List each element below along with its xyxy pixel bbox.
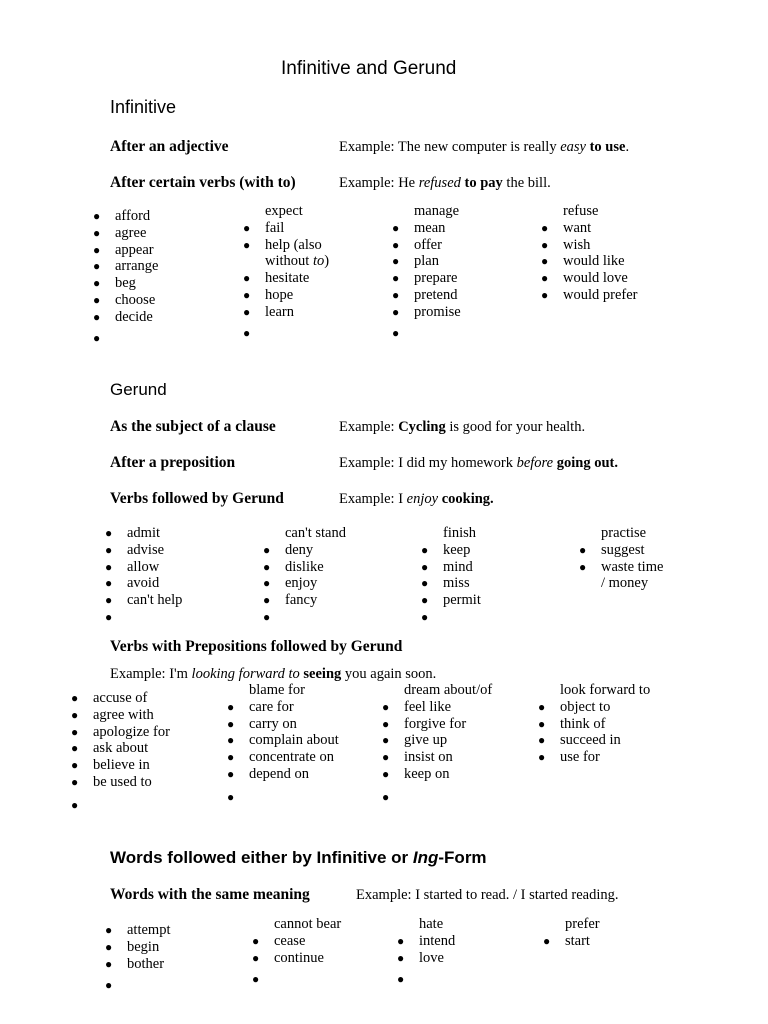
list-item: ● beg (93, 275, 136, 292)
list-item: ● admit (105, 525, 161, 541)
list-item: ● object to (538, 698, 611, 715)
list-item: ● continue (252, 949, 324, 966)
list-item-top: blame for (249, 682, 305, 698)
either-heading: Words followed either by Infinitive or Ing-Form (110, 848, 487, 867)
list-item: ● promise (392, 303, 461, 320)
list-item: ● agree with (71, 706, 154, 723)
list-item: ● feel like (382, 698, 452, 715)
either-rule-same-meaning: Words with the same meaning (110, 886, 310, 903)
list-item: ● hesitate (243, 270, 310, 287)
page-title: Infinitive and Gerund (281, 58, 457, 79)
infinitive-heading: Infinitive (110, 97, 177, 117)
list-item: ● decide (93, 308, 153, 325)
list-item: ● (263, 609, 271, 624)
prepositions-verb-list-4 (538, 682, 651, 766)
infinitive-verb-list-2 (243, 203, 330, 341)
infinitive-example-adjective: Example: The new computer is really easy to use. (339, 139, 630, 155)
list-item: ● enjoy (263, 575, 318, 592)
list-item: ● accuse of (71, 690, 148, 706)
list-item: ● give up (382, 732, 448, 749)
list-item: ● (227, 789, 235, 804)
list-item: ● advise (105, 541, 165, 558)
list-item: ● love (397, 949, 444, 966)
list-item: ● (382, 789, 390, 804)
list-item: ● carry on (227, 715, 297, 732)
gerund-rule-verbs: Verbs followed by Gerund (110, 490, 284, 507)
list-item: ● plan (392, 253, 439, 270)
list-item: ● ask about (71, 740, 149, 757)
list-item: ● (243, 325, 251, 340)
list-item: ● succeed in (538, 732, 621, 749)
list-item: ● agree (93, 224, 147, 241)
list-item: ● learn (243, 303, 294, 320)
list-item: ● attempt (105, 922, 171, 938)
gerund-verb-list-3 (421, 525, 481, 626)
list-item: ● think of (538, 715, 606, 732)
list-item: ● believe in (71, 757, 150, 774)
infinitive-verb-list-1 (93, 208, 159, 346)
list-item-continued: / money (601, 575, 649, 592)
gerund-rule-preposition: After a preposition (110, 454, 236, 471)
list-item-top: can't stand (285, 525, 346, 541)
either-verb-list-2 (252, 916, 342, 988)
either-verb-list-1 (105, 922, 171, 994)
list-item: ● want (541, 219, 592, 236)
list-item: ● would like (541, 253, 625, 270)
list-item: ● can't help (105, 592, 183, 609)
gerund-example-preposition: Example: I did my homework before going out. (339, 455, 618, 471)
list-item: ● offer (392, 236, 442, 253)
list-item: ● keep on (382, 765, 450, 782)
prepositions-example: Example: I'm looking forward to seeing you again soon. (110, 666, 437, 682)
list-item-top: practise (601, 525, 647, 541)
list-item: ● afford (93, 208, 151, 224)
gerund-heading: Gerund (110, 380, 167, 399)
list-item: ● dislike (263, 558, 324, 575)
list-item-top: dream about/of (404, 682, 493, 698)
gerund-verb-list-2 (263, 525, 346, 626)
list-item-continued: without to) (265, 253, 330, 270)
list-item: ● would love (541, 270, 628, 287)
either-verb-list-3 (397, 916, 456, 988)
prepositions-verb-list-1 (71, 690, 170, 814)
list-item-top: refuse (563, 203, 599, 219)
prepositions-heading: Verbs with Prepositions followed by Gerund (110, 638, 403, 655)
list-item: ● apologize for (71, 723, 170, 740)
list-item: ● intend (397, 932, 456, 949)
gerund-verb-list-4 (579, 525, 664, 592)
list-item: ● begin (105, 938, 160, 955)
list-item: ● start (543, 932, 590, 949)
list-item-top: prefer (565, 916, 600, 932)
list-item: ● mean (392, 219, 446, 236)
infinitive-verb-list-3 (392, 203, 461, 341)
infinitive-verb-list-4 (541, 203, 638, 304)
list-item: ● arrange (93, 258, 159, 275)
list-item: ● deny (263, 541, 314, 558)
gerund-example-subject: Example: Cycling is good for your health. (339, 419, 586, 435)
list-item-top: cannot bear (274, 916, 342, 932)
list-item: ● allow (105, 558, 160, 575)
list-item: ● wish (541, 236, 591, 253)
list-item: ● (71, 797, 79, 812)
gerund-rule-subject: As the subject of a clause (110, 418, 276, 435)
list-item: ● (105, 609, 113, 624)
list-item: ● be used to (71, 773, 152, 790)
list-item-top: manage (414, 203, 460, 219)
infinitive-example-verbs: Example: He refused to pay the bill. (339, 175, 551, 191)
list-item: ● waste time (579, 558, 664, 575)
list-item: ● insist on (382, 749, 453, 766)
list-item: ● concentrate on (227, 749, 334, 766)
list-item: ● depend on (227, 765, 309, 782)
list-item-top: finish (443, 525, 477, 541)
list-item: ● appear (93, 241, 154, 258)
list-item: ● (392, 325, 400, 340)
list-item: ● pretend (392, 286, 458, 303)
list-item: ● (421, 609, 429, 624)
list-item: ● suggest (579, 541, 645, 558)
list-item: ● (397, 972, 405, 987)
list-item: ● care for (227, 698, 294, 715)
list-item: ● fail (243, 219, 285, 236)
infinitive-rule-verbs: After certain verbs (with to) (110, 174, 296, 191)
list-item: ● mind (421, 558, 473, 575)
list-item: ● avoid (105, 575, 160, 592)
either-example: Example: I started to read. / I started reading. (356, 887, 619, 903)
either-verb-list-4 (543, 916, 600, 950)
list-item: ● miss (421, 575, 470, 592)
list-item: ● choose (93, 291, 156, 308)
list-item: ● keep (421, 541, 471, 558)
list-item: ● complain about (227, 732, 339, 749)
gerund-example-verbs: Example: I enjoy cooking. (339, 491, 494, 507)
list-item: ● fancy (263, 592, 318, 609)
list-item-top: look forward to (560, 682, 651, 698)
list-item: ● forgive for (382, 715, 467, 732)
prepositions-verb-list-3 (382, 682, 493, 806)
list-item: ● cease (252, 932, 306, 949)
list-item: ● (93, 330, 101, 345)
list-item: ● hope (243, 286, 294, 303)
list-item: ● permit (421, 592, 481, 609)
prepositions-verb-list-2 (227, 682, 339, 806)
gerund-verb-list-1 (105, 525, 183, 626)
list-item-top: expect (265, 203, 303, 219)
list-item: ● (252, 972, 260, 987)
list-item: ● would prefer (541, 286, 638, 303)
list-item: ● (105, 978, 113, 993)
list-item: ● prepare (392, 270, 458, 287)
list-item-top: hate (419, 916, 444, 932)
list-item: ● use for (538, 749, 600, 766)
list-item: ● bother (105, 955, 165, 972)
list-item: ● help (also (243, 236, 322, 253)
infinitive-rule-adjective: After an adjective (110, 138, 229, 155)
